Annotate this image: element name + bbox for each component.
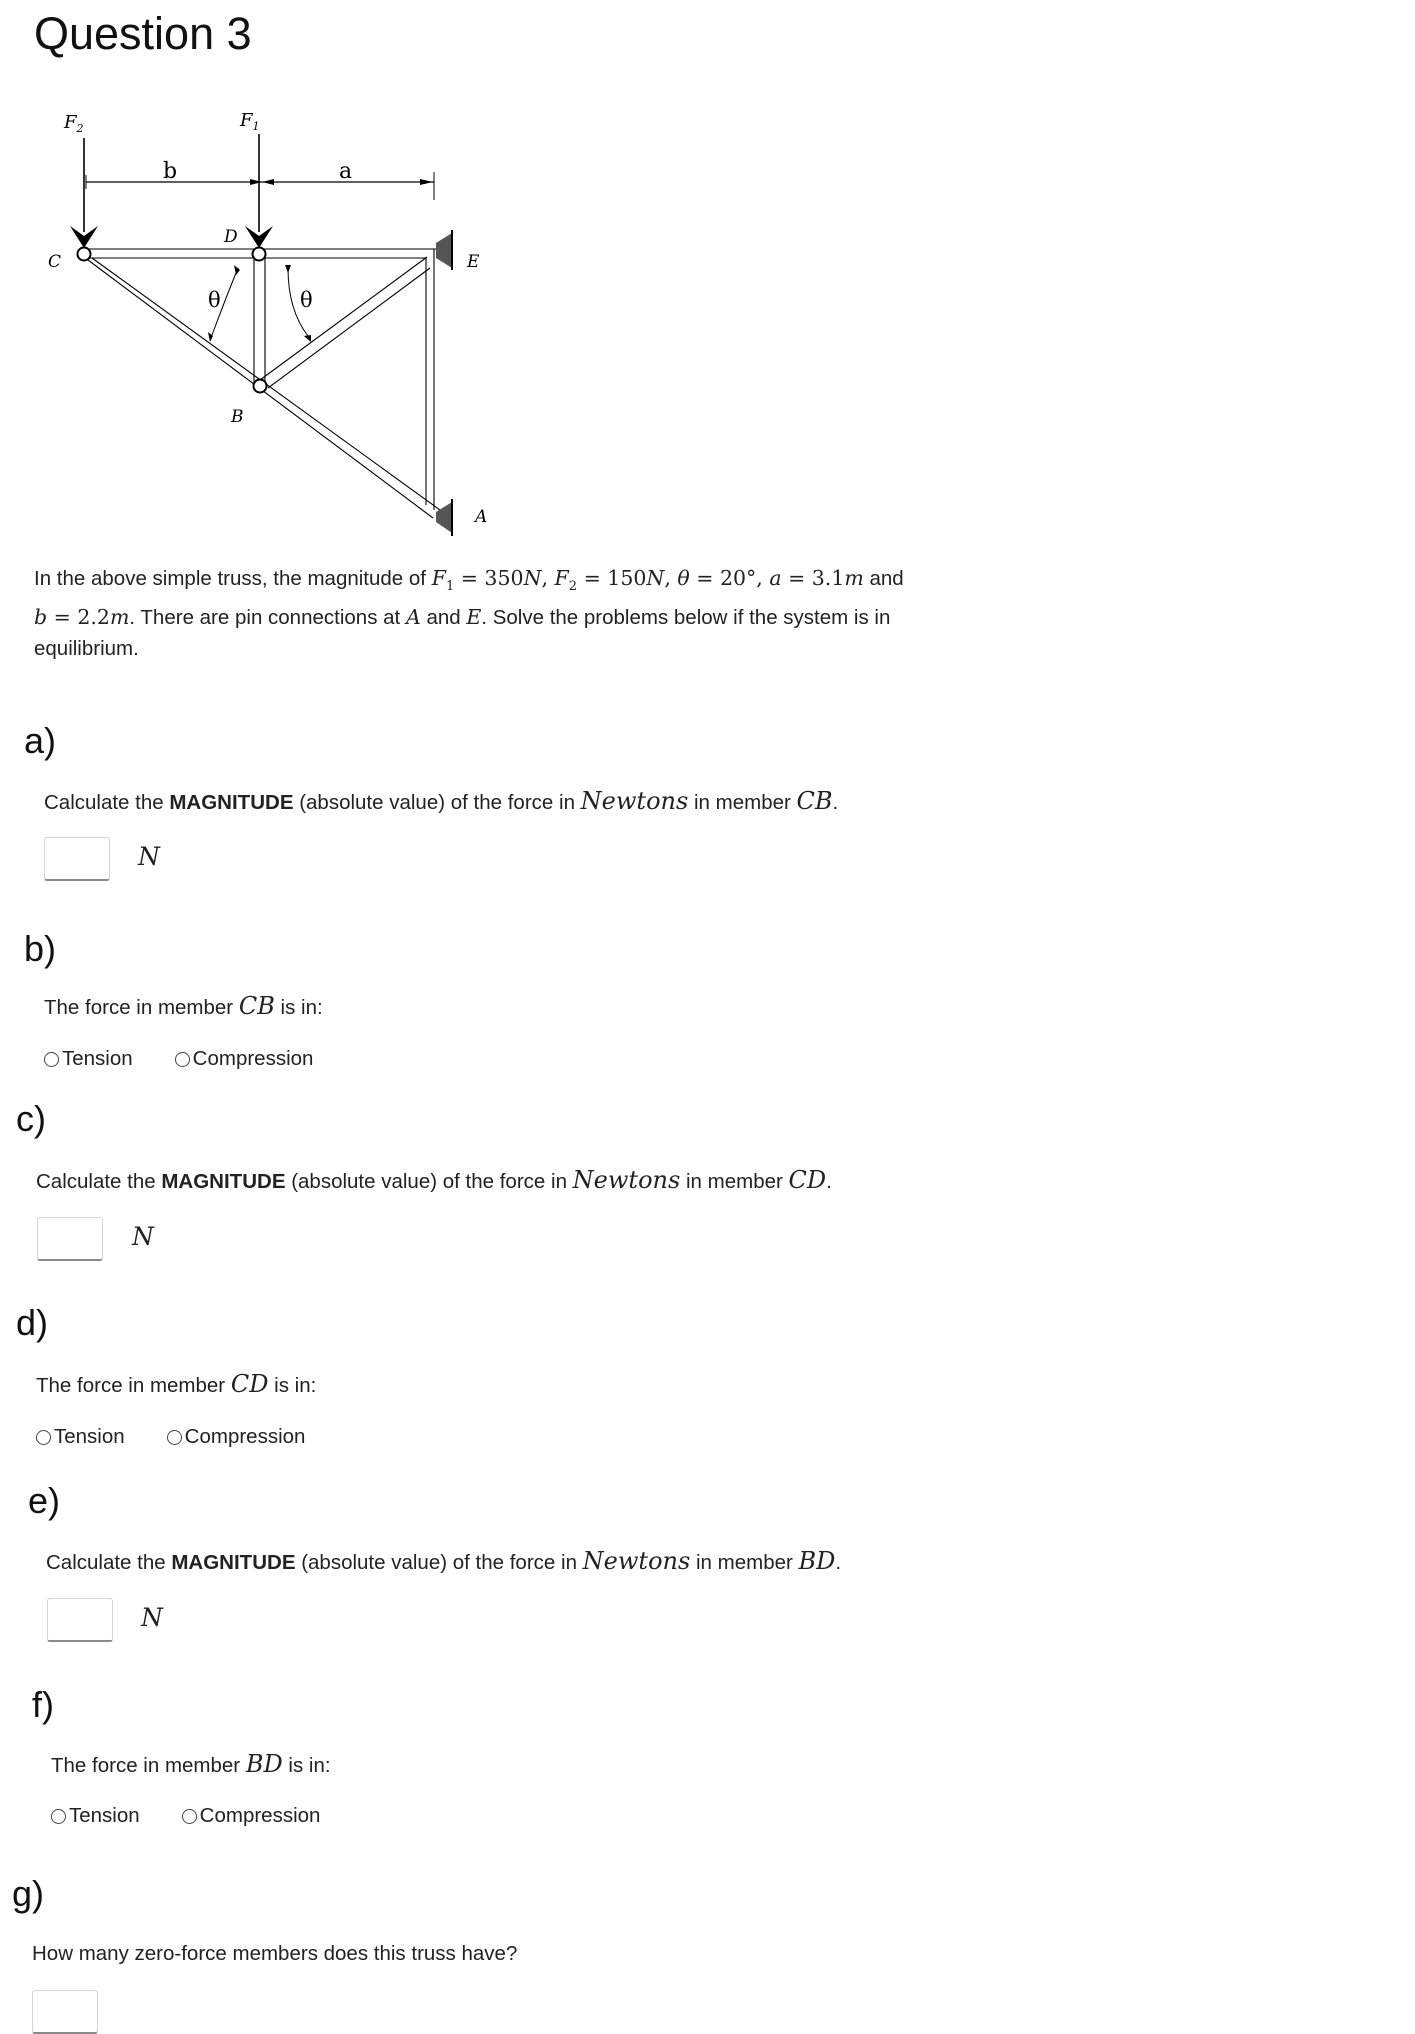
part-b-options: [44, 1047, 355, 1071]
part-g-prompt: How many zero-force members does this truss have?: [32, 1942, 518, 1965]
label-b: b: [163, 159, 178, 184]
part-a-prompt: Calculate the MAGNITUDE (absolute value) of the force in Newtons in member CB.: [44, 787, 839, 815]
part-c-label: c): [16, 1098, 46, 1139]
part-b-label: b): [24, 928, 57, 969]
label-A: A: [475, 507, 488, 527]
radio-circle-icon[interactable]: [175, 1052, 190, 1067]
radio-circle-icon[interactable]: [44, 1052, 59, 1067]
radio-circle-icon[interactable]: [167, 1430, 182, 1445]
label-a: a: [339, 159, 353, 184]
part-f-prompt: The force in member BD is in:: [51, 1750, 331, 1778]
part-f-compression-radio[interactable]: Compression: [182, 1804, 321, 1828]
label-F1: $F_1$: [240, 110, 260, 133]
part-c-prompt: Calculate the MAGNITUDE (absolute value) of the force in Newtons in member CD.: [36, 1166, 832, 1194]
part-c-answer-input[interactable]: [37, 1217, 103, 1261]
part-b-compression-radio[interactable]: Compression: [175, 1047, 314, 1071]
truss-diagram: [0, 0, 560, 550]
part-c-unit: N: [132, 1222, 154, 1251]
label-theta-left: θ: [208, 288, 221, 312]
radio-circle-icon[interactable]: [51, 1809, 66, 1824]
part-a-unit: N: [138, 842, 160, 871]
part-g-label: g): [12, 1873, 45, 1914]
label-E: E: [467, 252, 480, 272]
label-B: B: [231, 407, 244, 427]
part-d-options: [36, 1425, 347, 1449]
question-title: Question 3: [34, 8, 252, 59]
part-f-options: [51, 1804, 362, 1828]
part-e-prompt: Calculate the MAGNITUDE (absolute value) of the force in Newtons in member BD.: [46, 1547, 842, 1575]
part-e-label: e): [28, 1480, 61, 1521]
part-d-label: d): [16, 1302, 49, 1343]
radio-circle-icon[interactable]: [36, 1430, 51, 1445]
part-b-tension-radio[interactable]: Tension: [44, 1047, 133, 1071]
part-e-unit: N: [141, 1603, 163, 1632]
part-b-prompt: The force in member CB is in:: [44, 992, 323, 1020]
part-e-answer-input[interactable]: [47, 1598, 113, 1642]
label-F2: $F_2$: [64, 112, 84, 135]
part-f-label: f): [32, 1684, 54, 1725]
part-a-label: a): [24, 720, 57, 761]
part-d-tension-radio[interactable]: Tension: [36, 1425, 125, 1449]
part-d-compression-radio[interactable]: Compression: [167, 1425, 306, 1449]
part-a-answer-input[interactable]: [44, 837, 110, 881]
part-f-tension-radio[interactable]: Tension: [51, 1804, 140, 1828]
label-D: D: [224, 227, 238, 247]
radio-circle-icon[interactable]: [182, 1809, 197, 1824]
problem-statement: In the above simple truss, the magnitude of $F_1 = 350N$, $F_2 = 150N$, θ = 20°, a = 3.1m and b = 2.2m. There are pin connections at A and E. Solve the problems below if the system is in equilibrium.: [34, 566, 904, 661]
label-C: C: [48, 252, 62, 272]
part-g-answer-input[interactable]: [32, 1990, 98, 2034]
label-theta-right: θ: [300, 288, 313, 312]
part-d-prompt: The force in member CD is in:: [36, 1370, 317, 1398]
